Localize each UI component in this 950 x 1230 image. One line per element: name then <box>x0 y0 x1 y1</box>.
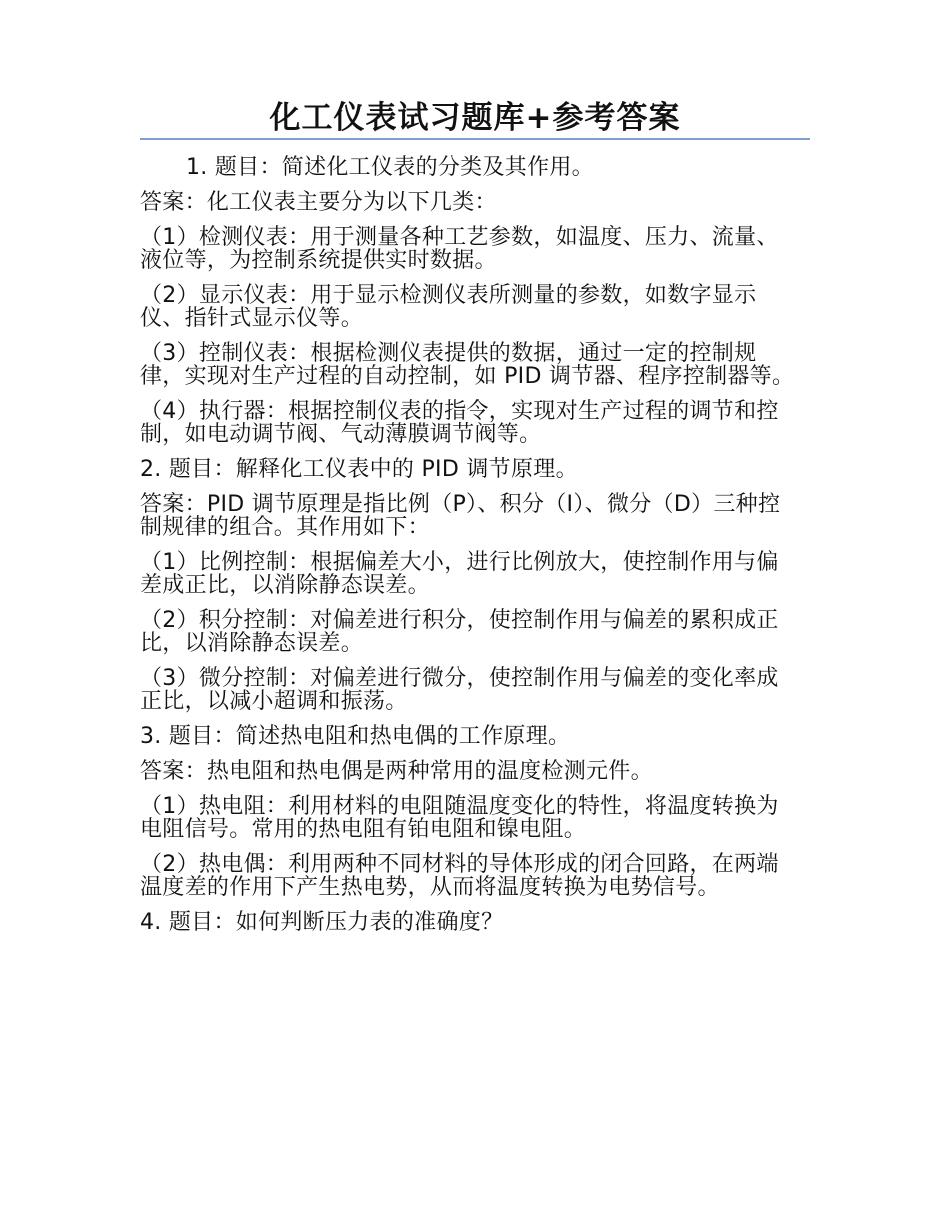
answer-1-item-2: （2）显示仪表：用于显示检测仪表所测量的参数，如数字显示仪、指针式显示仪等。 <box>140 283 757 331</box>
answer-3-intro: 答案：热电阻和热电偶是两种常用的温度检测元件。 <box>140 759 653 784</box>
page-title: 化工仪表试习题库+参考答案 <box>269 100 681 136</box>
answer-3-item-2: （2）热电偶：利用两种不同材料的导体形成的闭合回路，在两端温度差的作用下产生热电势，从而将温度转换为电势信号。 <box>140 852 779 900</box>
answer-2-intro: 答案：PID 调节原理是指比例（P）、积分（I）、微分（D）三种控制规律的组合。其作用如下： <box>140 492 781 540</box>
answer-1-item-3: （3）控制仪表：根据检测仪表提供的数据，通过一定的控制规律，实现对生产过程的自动控制，如 PID 调节器、程序控制器等。 <box>140 341 795 389</box>
answer-1-intro: 答案：化工仪表主要分为以下几类： <box>140 190 497 215</box>
answer-1-item-1: （1）检测仪表：用于测量各种工艺参数，如温度、压力、流量、液位等，为控制系统提供实时数据。 <box>140 225 779 273</box>
document-body <box>140 156 800 946</box>
title-underline <box>140 138 810 140</box>
answer-2-item-2: （2）积分控制：对偏差进行积分，使控制作用与偏差的累积成正比，以消除静态误差。 <box>140 608 779 656</box>
answer-1-item-4: （4）执行器：根据控制仪表的指令，实现对生产过程的调节和控制，如电动调节阀、气动薄膜调节阀等。 <box>140 399 779 447</box>
answer-3-item-1: （1）热电阻：利用材料的电阻随温度变化的特性，将温度转换为电阻信号。常用的热电阻有铂电阻和镍电阻。 <box>140 794 779 842</box>
question-2: 2. 题目：解释化工仪表中的 PID 调节原理。 <box>140 457 578 482</box>
answer-2-item-3: （3）微分控制：对偏差进行微分，使控制作用与偏差的变化率成正比，以减小超调和振荡。 <box>140 666 779 714</box>
question-4: 4. 题目：如何判断压力表的准确度？ <box>140 910 504 935</box>
question-1: 1. 题目：简述化工仪表的分类及其作用。 <box>186 155 594 180</box>
question-3: 3. 题目：简述热电阻和热电偶的工作原理。 <box>140 724 571 749</box>
answer-2-item-1: （1）比例控制：根据偏差大小，进行比例放大，使控制作用与偏差成正比，以消除静态误差。 <box>140 550 779 598</box>
